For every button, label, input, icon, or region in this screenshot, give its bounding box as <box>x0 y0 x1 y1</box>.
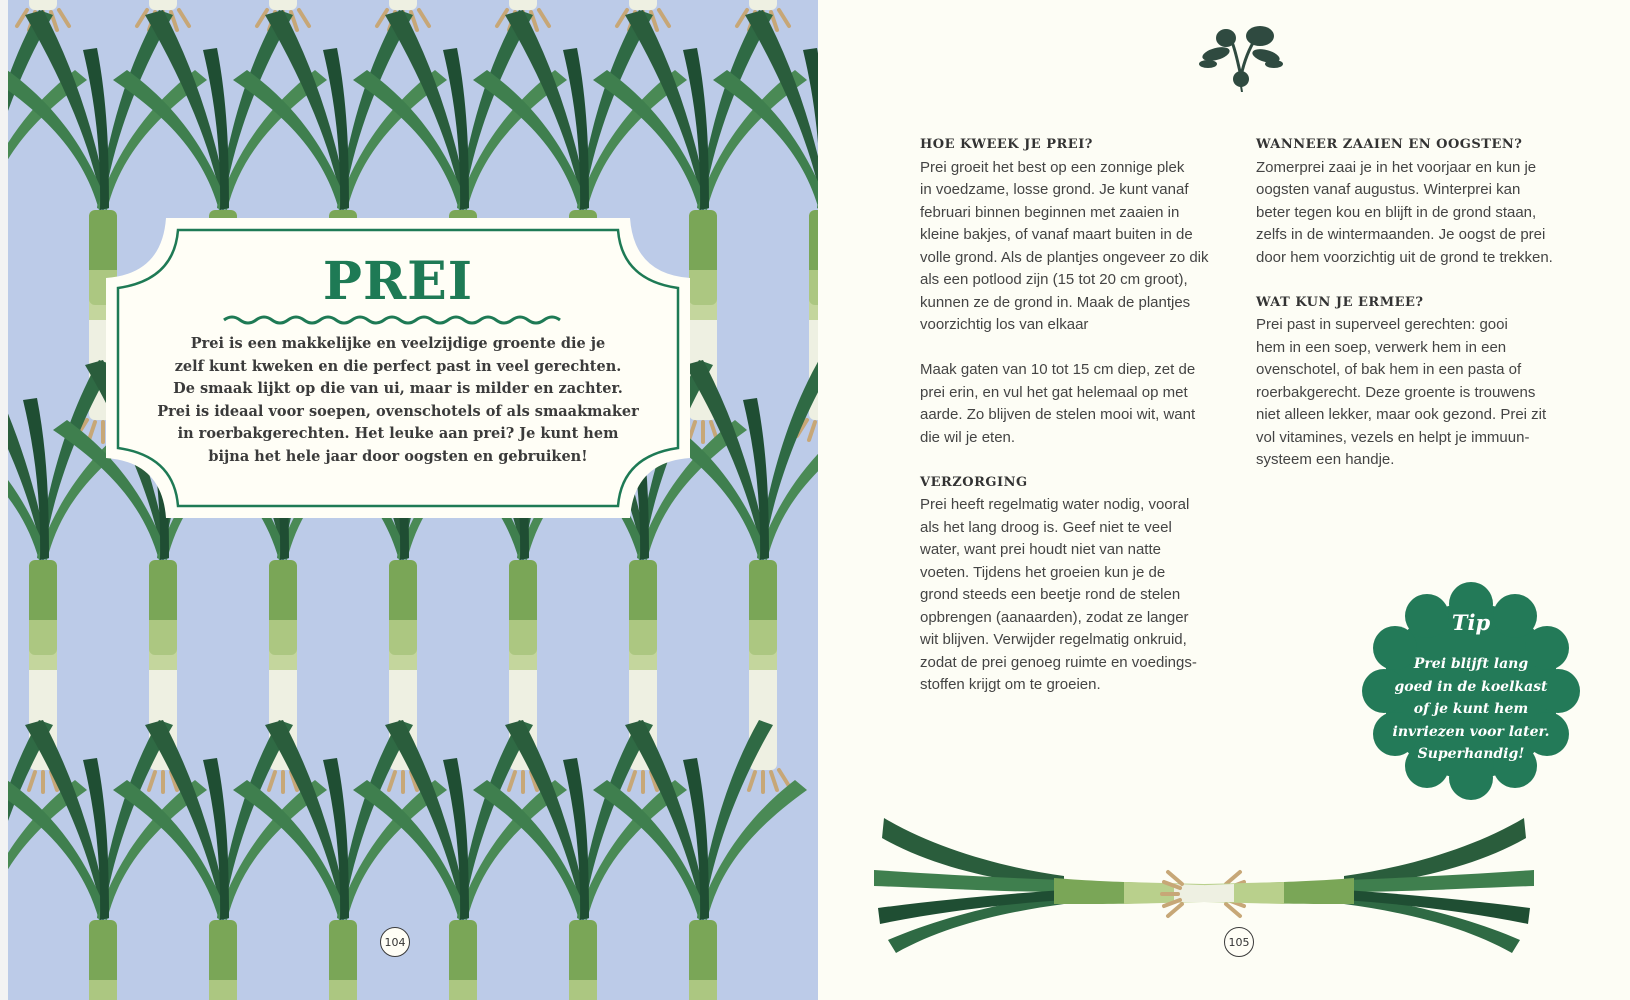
tip-badge <box>1360 580 1582 802</box>
body-line: vol vitamines, vezels en helpt je immuun- <box>1256 428 1530 446</box>
body-line: grond steeds een beetje rond de stelen <box>920 586 1181 603</box>
body-line: aarde. Zo blijven de stelen mooi wit, want <box>920 406 1196 423</box>
section-heading: HOE KWEEK JE PREI? <box>920 137 1093 152</box>
body-line: in voedzame, losse grond. Je kunt vanaf <box>920 181 1189 198</box>
right-page <box>818 0 1630 1000</box>
intro-line: Prei is ideaal voor soepen, ovenschotels of als smaakmaker <box>157 402 639 420</box>
section-how-to-grow <box>920 134 1220 337</box>
section-body <box>1256 314 1556 472</box>
body-line: prei erin, en vul het gat helemaal op met <box>920 383 1188 401</box>
body-line: opbrengen (aanaarden), zodat ze langer <box>920 608 1189 626</box>
section-planting <box>920 359 1220 449</box>
body-line: hem in een soep, verwerk hem in een <box>1256 338 1507 356</box>
section-heading: WAT KUN JE ERMEE? <box>1256 294 1424 310</box>
body-line: volle grond. Als de plantjes ongeveer zo dik <box>920 248 1209 266</box>
tip-body <box>1390 653 1552 766</box>
body-line: voorzichtig los van elkaar <box>920 316 1089 333</box>
body-line: stoffen krijgt om te groeien. <box>920 676 1101 693</box>
body-line: beter tegen kou en blijft in de grond staan, <box>1256 203 1537 221</box>
two-leeks-illustration <box>874 808 1534 958</box>
tip-line: Prei blijft lang <box>1413 656 1529 672</box>
section-heading: VERZORGING <box>920 474 1028 490</box>
leek-right <box>1162 818 1534 953</box>
intro-line: De smaak lijkt op die van ui, maar is milder en zachter. <box>173 380 623 397</box>
tip-line: goed in de koelkast <box>1394 678 1548 695</box>
body-line: kleine bakjes, of vanaf maart buiten in de <box>920 226 1193 243</box>
page-number-right: 105 <box>1224 927 1254 957</box>
section-sowing-harvest <box>1256 134 1556 269</box>
body-line: ovenschotel, of bak hem in een pasta of <box>1256 361 1522 378</box>
tip-line: invriezen voor later. <box>1392 723 1550 740</box>
body-line: als een potlood zijn (15 tot 20 cm groot), <box>920 271 1188 288</box>
intro-line: Prei is een makkelijke en veelzijdige groente die je <box>190 335 606 352</box>
body-line: februari binnen beginnen met zaaien in <box>920 203 1180 221</box>
body-line: Prei groeit het best op een zonnige plek <box>920 158 1185 176</box>
body-line: kunnen ze de grond in. Maak de plantjes <box>920 293 1191 311</box>
body-line: Maak gaten van 10 tot 15 cm diep, zet de <box>920 361 1196 378</box>
body-line: oogsten vanaf augustus. Winterprei kan <box>1256 181 1521 198</box>
intro-text <box>126 333 670 468</box>
body-line: systeem een handje. <box>1256 451 1395 468</box>
body-line: zelfs in de wintermaanden. Je oogst de prei <box>1256 226 1546 243</box>
section-body <box>920 359 1220 449</box>
text-column-1 <box>920 134 1220 719</box>
intro-line: in roerbakgerechten. Het leuke aan prei? Je kunt hem <box>177 425 619 442</box>
body-line: die wil je eten. <box>920 428 1016 446</box>
page-title: PREI <box>322 251 474 312</box>
section-care <box>920 472 1220 697</box>
section-uses <box>1256 292 1556 472</box>
body-line: roerbakgerecht. Deze groente is trouwens <box>1256 383 1536 401</box>
body-line: wit blijven. Verwijder regelmatig onkruid, <box>920 631 1187 648</box>
section-body <box>1256 157 1556 270</box>
tip-line: Superhandig! <box>1417 746 1525 762</box>
leek-left <box>874 818 1246 953</box>
text-column-2 <box>1256 134 1556 494</box>
intro-line: bijna het hele jaar door oogsten en gebruiken! <box>208 447 588 465</box>
page-number-left: 104 <box>380 927 410 957</box>
body-line: Prei heeft regelmatig water nodig, vooral <box>920 496 1190 513</box>
tip-title: Tip <box>1451 610 1491 635</box>
body-line: niet alleen lekker, maar ook gezond. Prei zit <box>1256 406 1547 423</box>
body-line: door hem voorzichtig uit de grond te trekken. <box>1256 248 1553 266</box>
body-line: zodat de prei genoeg ruimte en voedings- <box>920 653 1197 671</box>
body-line: voeten. Tijdens het groeien kun je de <box>920 563 1166 581</box>
body-line: Prei past in superveel gerechten: gooi <box>1256 316 1508 333</box>
body-line: water, want prei houdt niet van natte <box>920 541 1161 558</box>
section-body <box>920 157 1220 337</box>
section-body <box>920 494 1220 697</box>
section-heading: WANNEER ZAAIEN EN OOGSTEN? <box>1256 137 1523 152</box>
body-line: Zomerprei zaai je in het voorjaar en kun je <box>1256 158 1537 176</box>
sprout-icon <box>1198 26 1284 92</box>
intro-line: zelf kunt kweken en die perfect past in veel gerechten. <box>174 357 622 375</box>
tip-line: of je kunt hem <box>1413 701 1529 717</box>
body-line: als het lang droog is. Geef niet te veel <box>920 518 1172 536</box>
